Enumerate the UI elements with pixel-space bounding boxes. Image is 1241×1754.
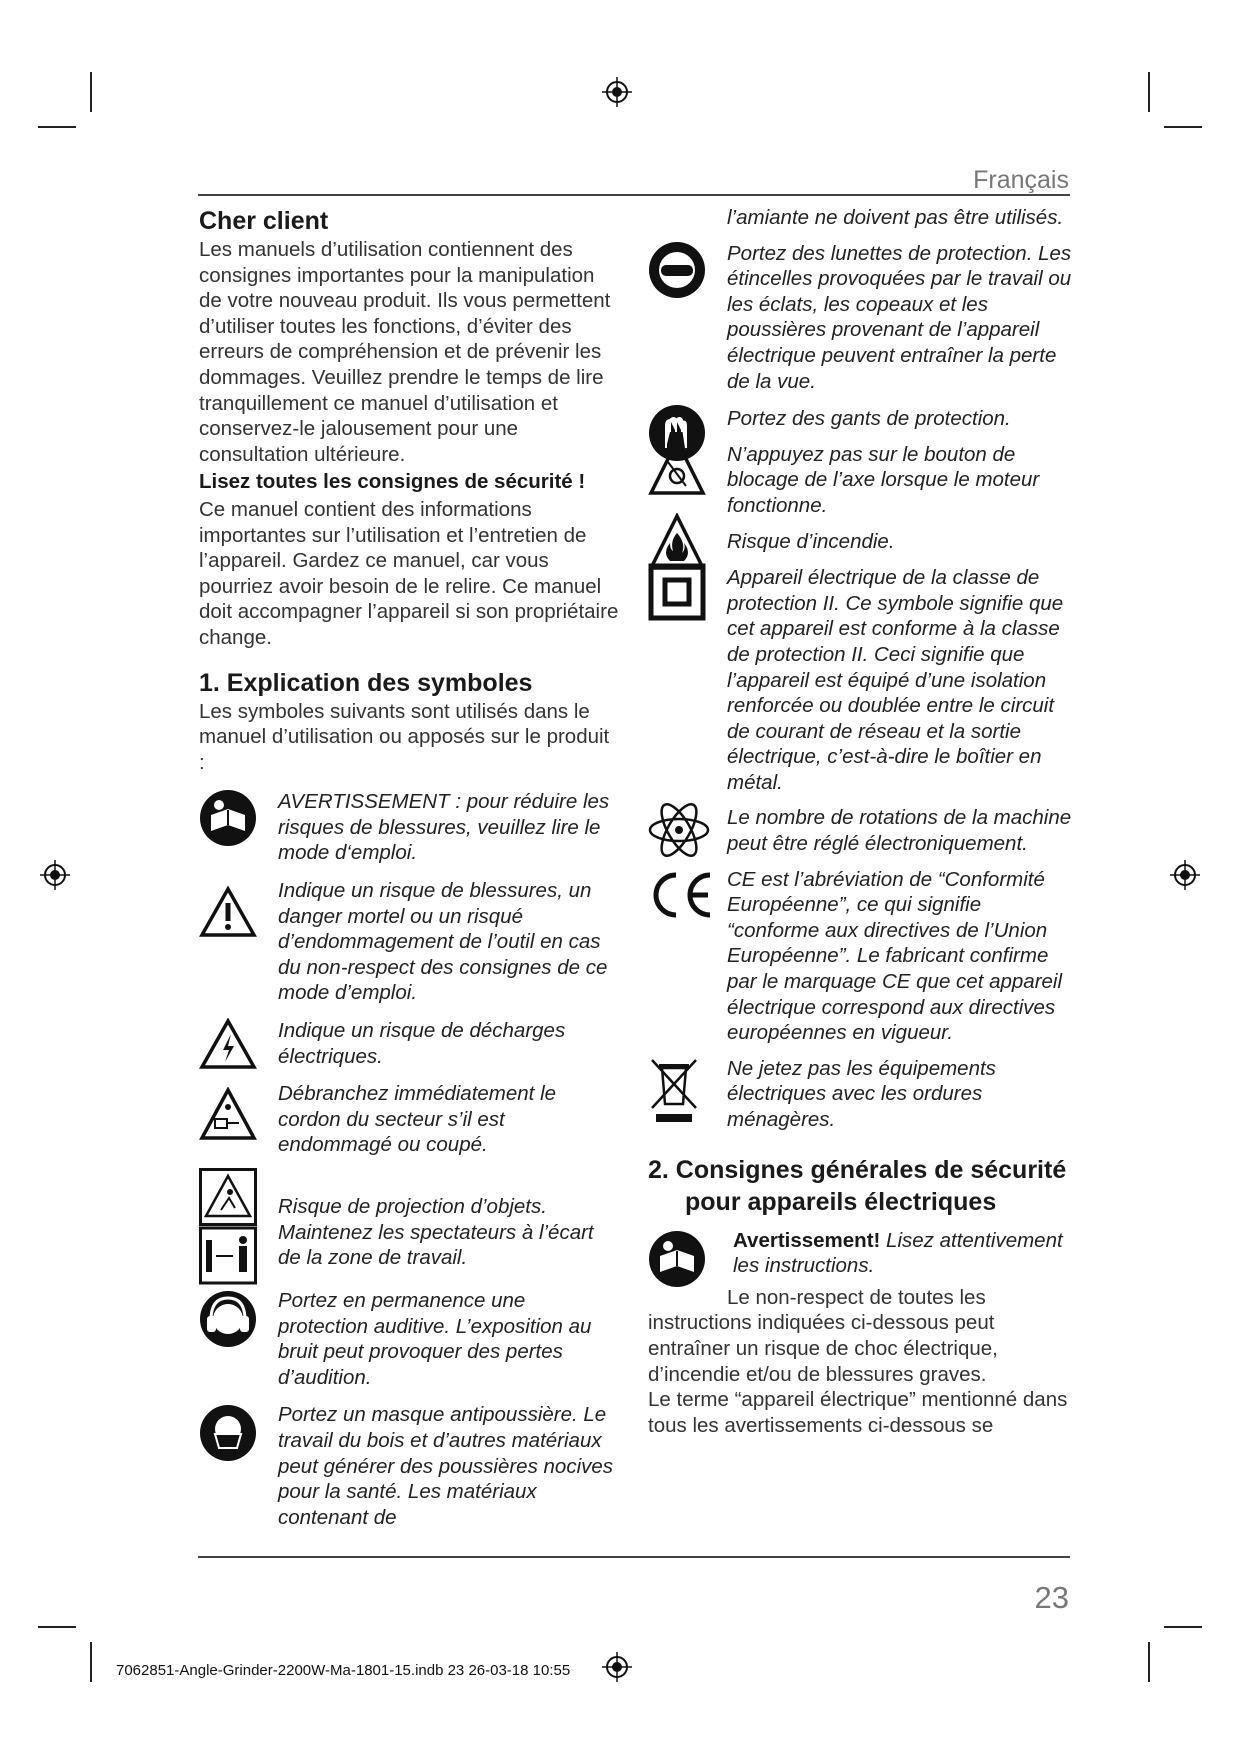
projection-distance-icon <box>199 1168 257 1286</box>
symbol-item <box>199 1288 619 1390</box>
symbol-text: AVERTISSEMENT : pour réduire les risques de blessures, veuillez lire le mode d‘emploi. <box>278 790 610 865</box>
symbol-item <box>199 789 619 866</box>
warning-triangle-icon <box>199 886 257 938</box>
warning-label: Avertissement! <box>733 1228 881 1252</box>
symbol-item <box>199 1402 619 1530</box>
fire-hazard-icon <box>648 513 706 571</box>
crop-mark <box>1148 72 1150 112</box>
crop-mark <box>1164 126 1202 128</box>
crop-mark <box>38 1626 76 1628</box>
symbol-text: Débranchez immédiatement le cordon du secteur s’il est endommagé ou coupé. <box>278 1082 557 1157</box>
paragraph-term: Le terme “appareil électrique” mentionné dans tous les avertissements ci-dessous se <box>648 1388 1068 1437</box>
symbol-text: Portez en permanence une protection auditive. L’exposition au bruit peut provoquer des pertes d’audition. <box>278 1289 592 1389</box>
symbol-item <box>199 878 619 1006</box>
section-1-title: 1. Explication des symboles <box>199 668 533 697</box>
manual-note-paragraph: Ce manuel contient des informations importantes sur l’utilisation et l’entretien de l’appareil. Gardez ce manuel, car vous pourriez avoir besoin de le relire. Ce manuel doit accompagner l’appareil si son propriétaire change. <box>199 497 619 649</box>
crop-mark <box>90 1642 92 1682</box>
registration-target-icon <box>602 77 632 107</box>
warning-text: Lisez attentivement les instructions. <box>733 1228 1063 1278</box>
symbol-item <box>648 529 1078 555</box>
greeting-title: Cher client <box>199 207 329 235</box>
header-rule <box>198 194 1070 196</box>
continuation-text: l’amiante ne doivent pas être utilisés. <box>727 206 1064 229</box>
registration-target-icon <box>602 1652 632 1682</box>
read-manual-icon <box>199 789 257 847</box>
electric-shock-icon <box>199 1018 257 1070</box>
section-1-intro: Les symboles suivants sont utilisés dans le manuel d’utilisation ou apposés sur le produit : <box>199 699 610 774</box>
crop-mark <box>90 72 92 112</box>
print-slug: 7062851-Angle-Grinder-2200W-Ma-1801-15.indb 23 26-03-18 10:55 <box>116 1662 571 1679</box>
page-number: 23 <box>1034 1580 1069 1615</box>
registration-target-icon <box>40 860 70 890</box>
language-label: Français <box>973 166 1069 194</box>
weee-bin-icon <box>648 1056 700 1126</box>
symbol-text: Portez un masque antipoussière. Le travail du bois et d’autres matériaux peut générer des poussières nocives pour la santé. Les matériaux contenant de <box>278 1403 614 1529</box>
safety-instruction-heading: Lisez toutes les consignes de sécurité ! <box>199 470 586 494</box>
symbol-item <box>648 867 1078 1046</box>
warning-block <box>648 1228 1078 1279</box>
electronic-speed-icon <box>648 799 710 861</box>
symbol-text: CE est l’abréviation de “Conformité Européenne”, ce qui signifie “conforme aux directives de l’Union Européenne”. Le fabricant confirme par le marquage CE que cet appareil électrique correspond aux directives européennes en vigueur. <box>727 867 1063 1045</box>
spindle-lock-icon <box>648 438 706 496</box>
registration-target-icon <box>1170 860 1200 890</box>
class-ii-icon <box>648 563 706 621</box>
symbol-text: Appareil électrique de la classe de protection II. Ce symbole signifie que cet appareil est conforme à la classe de protection II. Ceci signifie que l’appareil est équipé d’une isolation renforcée ou doublée entre le circuit de courant de réseau et la sortie électrique, c’est-à-dire le boîtier en métal. <box>727 566 1064 794</box>
symbol-item <box>199 1170 619 1284</box>
section-2-title <box>648 1154 1078 1218</box>
crop-mark <box>1148 1642 1150 1682</box>
left-column <box>199 205 619 1530</box>
symbol-item <box>648 406 1078 432</box>
symbol-text: Portez des gants de protection. <box>727 407 1011 431</box>
unplug-icon <box>199 1087 257 1141</box>
symbol-text: Portez des lunettes de protection. Les étincelles provoquées par le travail ou les éclats, les copeaux et les poussières provenant de l’appareil électrique peuvent entraîner la perte de la vue. <box>727 241 1072 393</box>
symbol-item <box>648 565 1078 795</box>
intro-paragraph: Les manuels d’utilisation contiennent des consignes importantes pour la manipulation de votre nouveau produit. Ils vous permettent d’utiliser toutes les fonctions, d’éviter des erreurs de compréhension et de prévenir les dommages. Veuillez prendre le temps de lire tranquillement ce manuel d’utilisation et conservez-le jalousement pour une consultation ultérieure. <box>199 238 611 466</box>
dust-mask-icon <box>199 1404 257 1462</box>
ear-protection-icon <box>199 1290 257 1348</box>
crop-mark <box>1164 1626 1202 1628</box>
crop-mark <box>38 126 76 128</box>
symbol-item <box>648 442 1078 519</box>
footer-rule <box>198 1556 1070 1558</box>
section-2-title-line2: pour appareils électriques <box>685 1187 997 1216</box>
symbol-text: Le nombre de rotations de la machine peut être réglé électroniquement. <box>727 806 1072 856</box>
symbol-item <box>199 1081 619 1158</box>
symbol-continuation <box>648 205 1078 231</box>
ce-mark-icon <box>648 869 714 921</box>
symbol-item <box>648 1056 1078 1133</box>
symbol-item <box>648 805 1078 856</box>
symbol-text: N’appuyez pas sur le bouton de blocage de l’axe lorsque le moteur fonctionne. <box>727 442 1040 517</box>
symbol-text: Ne jetez pas les équipements électriques avec les ordures ménagères. <box>727 1056 996 1131</box>
symbol-text: Risque d’incendie. <box>727 529 895 553</box>
symbol-text: Indique un risque de blessures, un danger mortel ou un risqué d’endommagement de l’outil en cas du non-respect des consignes de ce mode d’emploi. <box>278 879 608 1005</box>
paragraph-noncompliance: Le non-respect de toutes les instructions indiquées ci-dessous peut entraîner un risque de choc électrique, d’incendie et/ou de blessures graves. <box>648 1285 998 1386</box>
right-column <box>648 205 1078 1438</box>
read-manual-icon <box>648 1230 706 1288</box>
section-2-title-line1: 2. Consignes générales de sécurité <box>648 1155 1067 1184</box>
symbol-item <box>648 241 1078 395</box>
safety-glasses-icon <box>648 241 706 299</box>
symbol-item <box>199 1018 619 1069</box>
symbol-text: Risque de projection d’objets. Maintenez les spectateurs à l’écart de la zone de travail. <box>278 1195 594 1270</box>
symbol-text: Indique un risque de décharges électriques. <box>278 1019 566 1068</box>
